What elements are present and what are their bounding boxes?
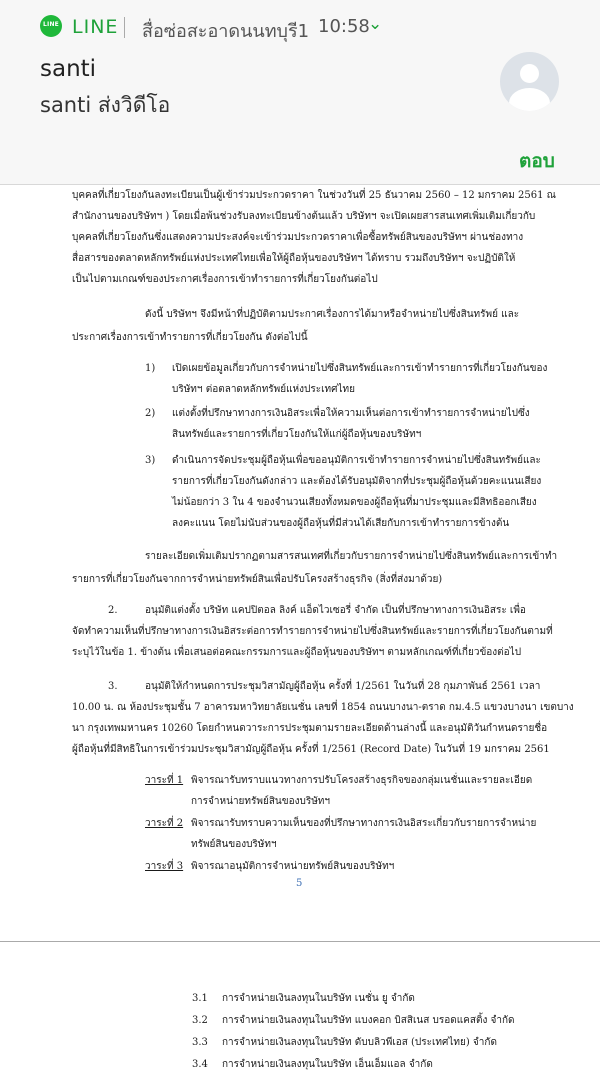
doc-line: บุคคลที่เกี่ยวโยงกันลงทะเบียนเป็นผู้เข้าร่วมประกวดราคา ในช่วงวันที่ 25 ธันวาคม 2560 – 12 มกราคม 2561 ณ bbox=[72, 190, 556, 201]
line-app-icon: LINE bbox=[40, 15, 62, 37]
next-document-page bbox=[0, 982, 600, 1070]
doc-line: พิจารณาอนุมัติการจำหน่ายทรัพย์สินของบริษัทฯ bbox=[191, 861, 395, 872]
doc-line: อนุมัติให้กำหนดการประชุมวิสามัญผู้ถือหุ้น ครั้งที่ 1/2561 ในวันที่ 28 กุมภาพันธ์ 2561 เวลา bbox=[145, 681, 541, 692]
sub-item-number: 3.3 bbox=[192, 1037, 208, 1048]
sub-item-text: การจำหน่ายเงินลงทุนในบริษัท แบงคอก บิสสิเนส บรอดแคสติ้ง จำกัด bbox=[222, 1015, 515, 1026]
doc-line: เปิดเผยข้อมูลเกี่ยวกับการจำหน่ายไปซึ่งสินทรัพย์และการเข้าทำรายการที่เกี่ยวโยงกันของ bbox=[172, 363, 548, 374]
doc-line: ลงคะแนน โดยไม่นับส่วนของผู้ถือหุ้นที่มีส่วนได้เสียกับการเข้าทำรายการข้างต้น bbox=[172, 518, 510, 529]
list-number: 2) bbox=[145, 408, 156, 419]
doc-line: บริษัทฯ ต่อตลาดหลักทรัพย์แห่งประเทศไทย bbox=[172, 384, 355, 395]
doc-line: ไม่น้อยกว่า 3 ใน 4 ของจำนวนเสียงทั้งหมดของผู้ถือหุ้นที่มาประชุมและมีสิทธิออกเสียง bbox=[172, 497, 537, 508]
doc-line: สำนักงานของบริษัทฯ ) โดยเมื่อพ้นช่วงรับลงทะเบียนข้างต้นแล้ว บริษัทฯ จะเปิดเผยสารสนเทศเพิ่มเติมเกี่ยวกับ bbox=[72, 211, 536, 222]
line-notification[interactable] bbox=[0, 0, 600, 185]
message-preview: santi ส่งวิดีโอ bbox=[40, 93, 171, 117]
doc-line: การจำหน่ายทรัพย์สินของบริษัทฯ bbox=[191, 796, 331, 807]
doc-line: พิจารณารับทราบแนวทางการปรับโครงสร้างธุรกิจของกลุ่มเนชั่นและรายละเอียด bbox=[191, 775, 533, 786]
avatar bbox=[500, 52, 559, 111]
doc-line: ผู้ถือหุ้นที่มีสิทธิในการเข้าร่วมประชุมวิสามัญผู้ถือหุ้น ครั้งที่ 1/2561 (Record Date) ในวันที่ 19 มกราคม 2561 bbox=[72, 744, 550, 755]
doc-line: 10.00 น. ณ ห้องประชุมชั้น 7 อาคารมหาวิทยาลัยเนชั่น เลขที่ 1854 ถนนบางนา-ตราด กม.4.5 แขวงบางนา เขตบาง bbox=[72, 702, 574, 713]
avatar-head-shape bbox=[520, 64, 539, 83]
doc-line: จัดทำความเห็นที่ปรึกษาทางการเงินอิสระต่อการทำรายการจำหน่ายไปซึ่งสินทรัพย์และรายการที่เกี่ยวโยงกันตามที่ bbox=[72, 626, 553, 637]
doc-line: ประกาศเรื่องการเข้าทำรายการที่เกี่ยวโยงกัน ดังต่อไปนี้ bbox=[72, 332, 308, 343]
expand-chevron-icon[interactable]: ⌄ bbox=[368, 14, 383, 34]
agenda-label: วาระที่ 3 bbox=[145, 861, 184, 872]
sub-item-text: การจำหน่ายเงินลงทุนในบริษัท เนชั่น ยู จำกัด bbox=[222, 993, 415, 1004]
doc-line: ทรัพย์สินของบริษัทฯ bbox=[191, 839, 277, 850]
doc-line: ดำเนินการจัดประชุมผู้ถือหุ้นเพื่อขออนุมัติการเข้าทำรายการจำหน่ายไปซึ่งสินทรัพย์และ bbox=[172, 455, 541, 466]
doc-line: สินทรัพย์และรายการที่เกี่ยวโยงกันให้แก่ผู้ถือหุ้นของบริษัทฯ bbox=[172, 429, 422, 440]
doc-line: อนุมัติแต่งตั้ง บริษัท แคปปิตอล ลิงค์ แอ็ดไวเซอรี่ จำกัด เป็นที่ปรึกษาทางการเงินอิสระ เพื่อ bbox=[145, 605, 526, 616]
sub-item-number: 3.4 bbox=[192, 1059, 208, 1070]
reply-button[interactable]: ตอบ bbox=[519, 150, 555, 172]
group-name: สื่อซ่อสะอาดนนทบุรี1 bbox=[142, 21, 310, 42]
sender-name: santi bbox=[40, 56, 97, 82]
doc-line: ดังนี้ บริษัทฯ จึงมีหน้าที่ปฏิบัติตามประกาศเรื่องการได้มาหรือจำหน่ายไปซึ่งสินทรัพย์ และ bbox=[145, 309, 520, 320]
app-name: LINE bbox=[72, 16, 119, 38]
agenda-label: วาระที่ 2 bbox=[145, 818, 184, 829]
list-number: 3) bbox=[145, 455, 156, 466]
page-break bbox=[0, 941, 600, 982]
page-number: 5 bbox=[296, 878, 303, 889]
divider bbox=[124, 17, 125, 38]
doc-line: แต่งตั้งที่ปรึกษาทางการเงินอิสระเพื่อให้ความเห็นต่อการเข้าทำรายการจำหน่ายไปซึ่ง bbox=[172, 408, 530, 419]
sub-item-number: 3.1 bbox=[192, 993, 208, 1004]
doc-line: รายการที่เกี่ยวโยงกันจากการจำหน่ายทรัพย์สินเพื่อปรับโครงสร้างธุรกิจ (สิ่งที่ส่งมาด้วย) bbox=[72, 574, 443, 585]
sub-item-number: 3.2 bbox=[192, 1015, 208, 1026]
agenda-label: วาระที่ 1 bbox=[145, 775, 184, 786]
doc-line: สื่อสารของตลาดหลักทรัพย์แห่งประเทศไทยเพื่อให้ผู้ถือหุ้นของบริษัทฯ ได้ทราบ รวมถึงบริษัทฯ จะปฏิบัติให้ bbox=[72, 253, 516, 264]
item-number: 2. bbox=[108, 605, 118, 616]
doc-line: เป็นไปตามเกณฑ์ของประกาศเรื่องการเข้าทำรายการที่เกี่ยวโยงกันต่อไป bbox=[72, 274, 378, 285]
notification-time: 10:58 bbox=[318, 16, 370, 37]
doc-line: บุคคลที่เกี่ยวโยงกันซึ่งแสดงความประสงค์จะเข้าร่วมประกวดราคาเพื่อซื้อทรัพย์สินของบริษัทฯ ผ่านช่องทาง bbox=[72, 232, 524, 243]
doc-line: นา กรุงเทพมหานคร 10260 โดยกำหนดวาระการประชุมตามรายละเอียดด้านล่างนี้ และอนุมัติวันกำหนดรายชื่อ bbox=[72, 723, 548, 734]
item-number: 3. bbox=[108, 681, 118, 692]
doc-line: ระบุไว้ในข้อ 1. ข้างต้น เพื่อเสนอต่อคณะกรรมการและผู้ถือหุ้นของบริษัทฯ ตามหลักเกณฑ์ที่เกี่ยวข้องต่อไป bbox=[72, 647, 522, 658]
document-page bbox=[0, 185, 600, 941]
list-number: 1) bbox=[145, 363, 156, 374]
doc-line: รายละเอียดเพิ่มเติมปรากฏตามสารสนเทศที่เกี่ยวกับรายการจำหน่ายไปซึ่งสินทรัพย์และการเข้าทำ bbox=[145, 551, 558, 562]
avatar-body-shape bbox=[509, 88, 550, 111]
doc-line: รายการที่เกี่ยวโยงกันดังกล่าว และต้องได้รับอนุมัติจากที่ประชุมผู้ถือหุ้นด้วยคะแนนเสียง bbox=[172, 476, 542, 487]
sub-item-text: การจำหน่ายเงินลงทุนในบริษัท ดับบลิวพีเอส (ประเทศไทย) จำกัด bbox=[222, 1037, 497, 1048]
sub-item-text: การจำหน่ายเงินลงทุนในบริษัท เอ็นเอ็มแอล จำกัด bbox=[222, 1059, 433, 1070]
doc-line: พิจารณารับทราบความเห็นของที่ปรึกษาทางการเงินอิสระเกี่ยวกับรายการจำหน่าย bbox=[191, 818, 537, 829]
